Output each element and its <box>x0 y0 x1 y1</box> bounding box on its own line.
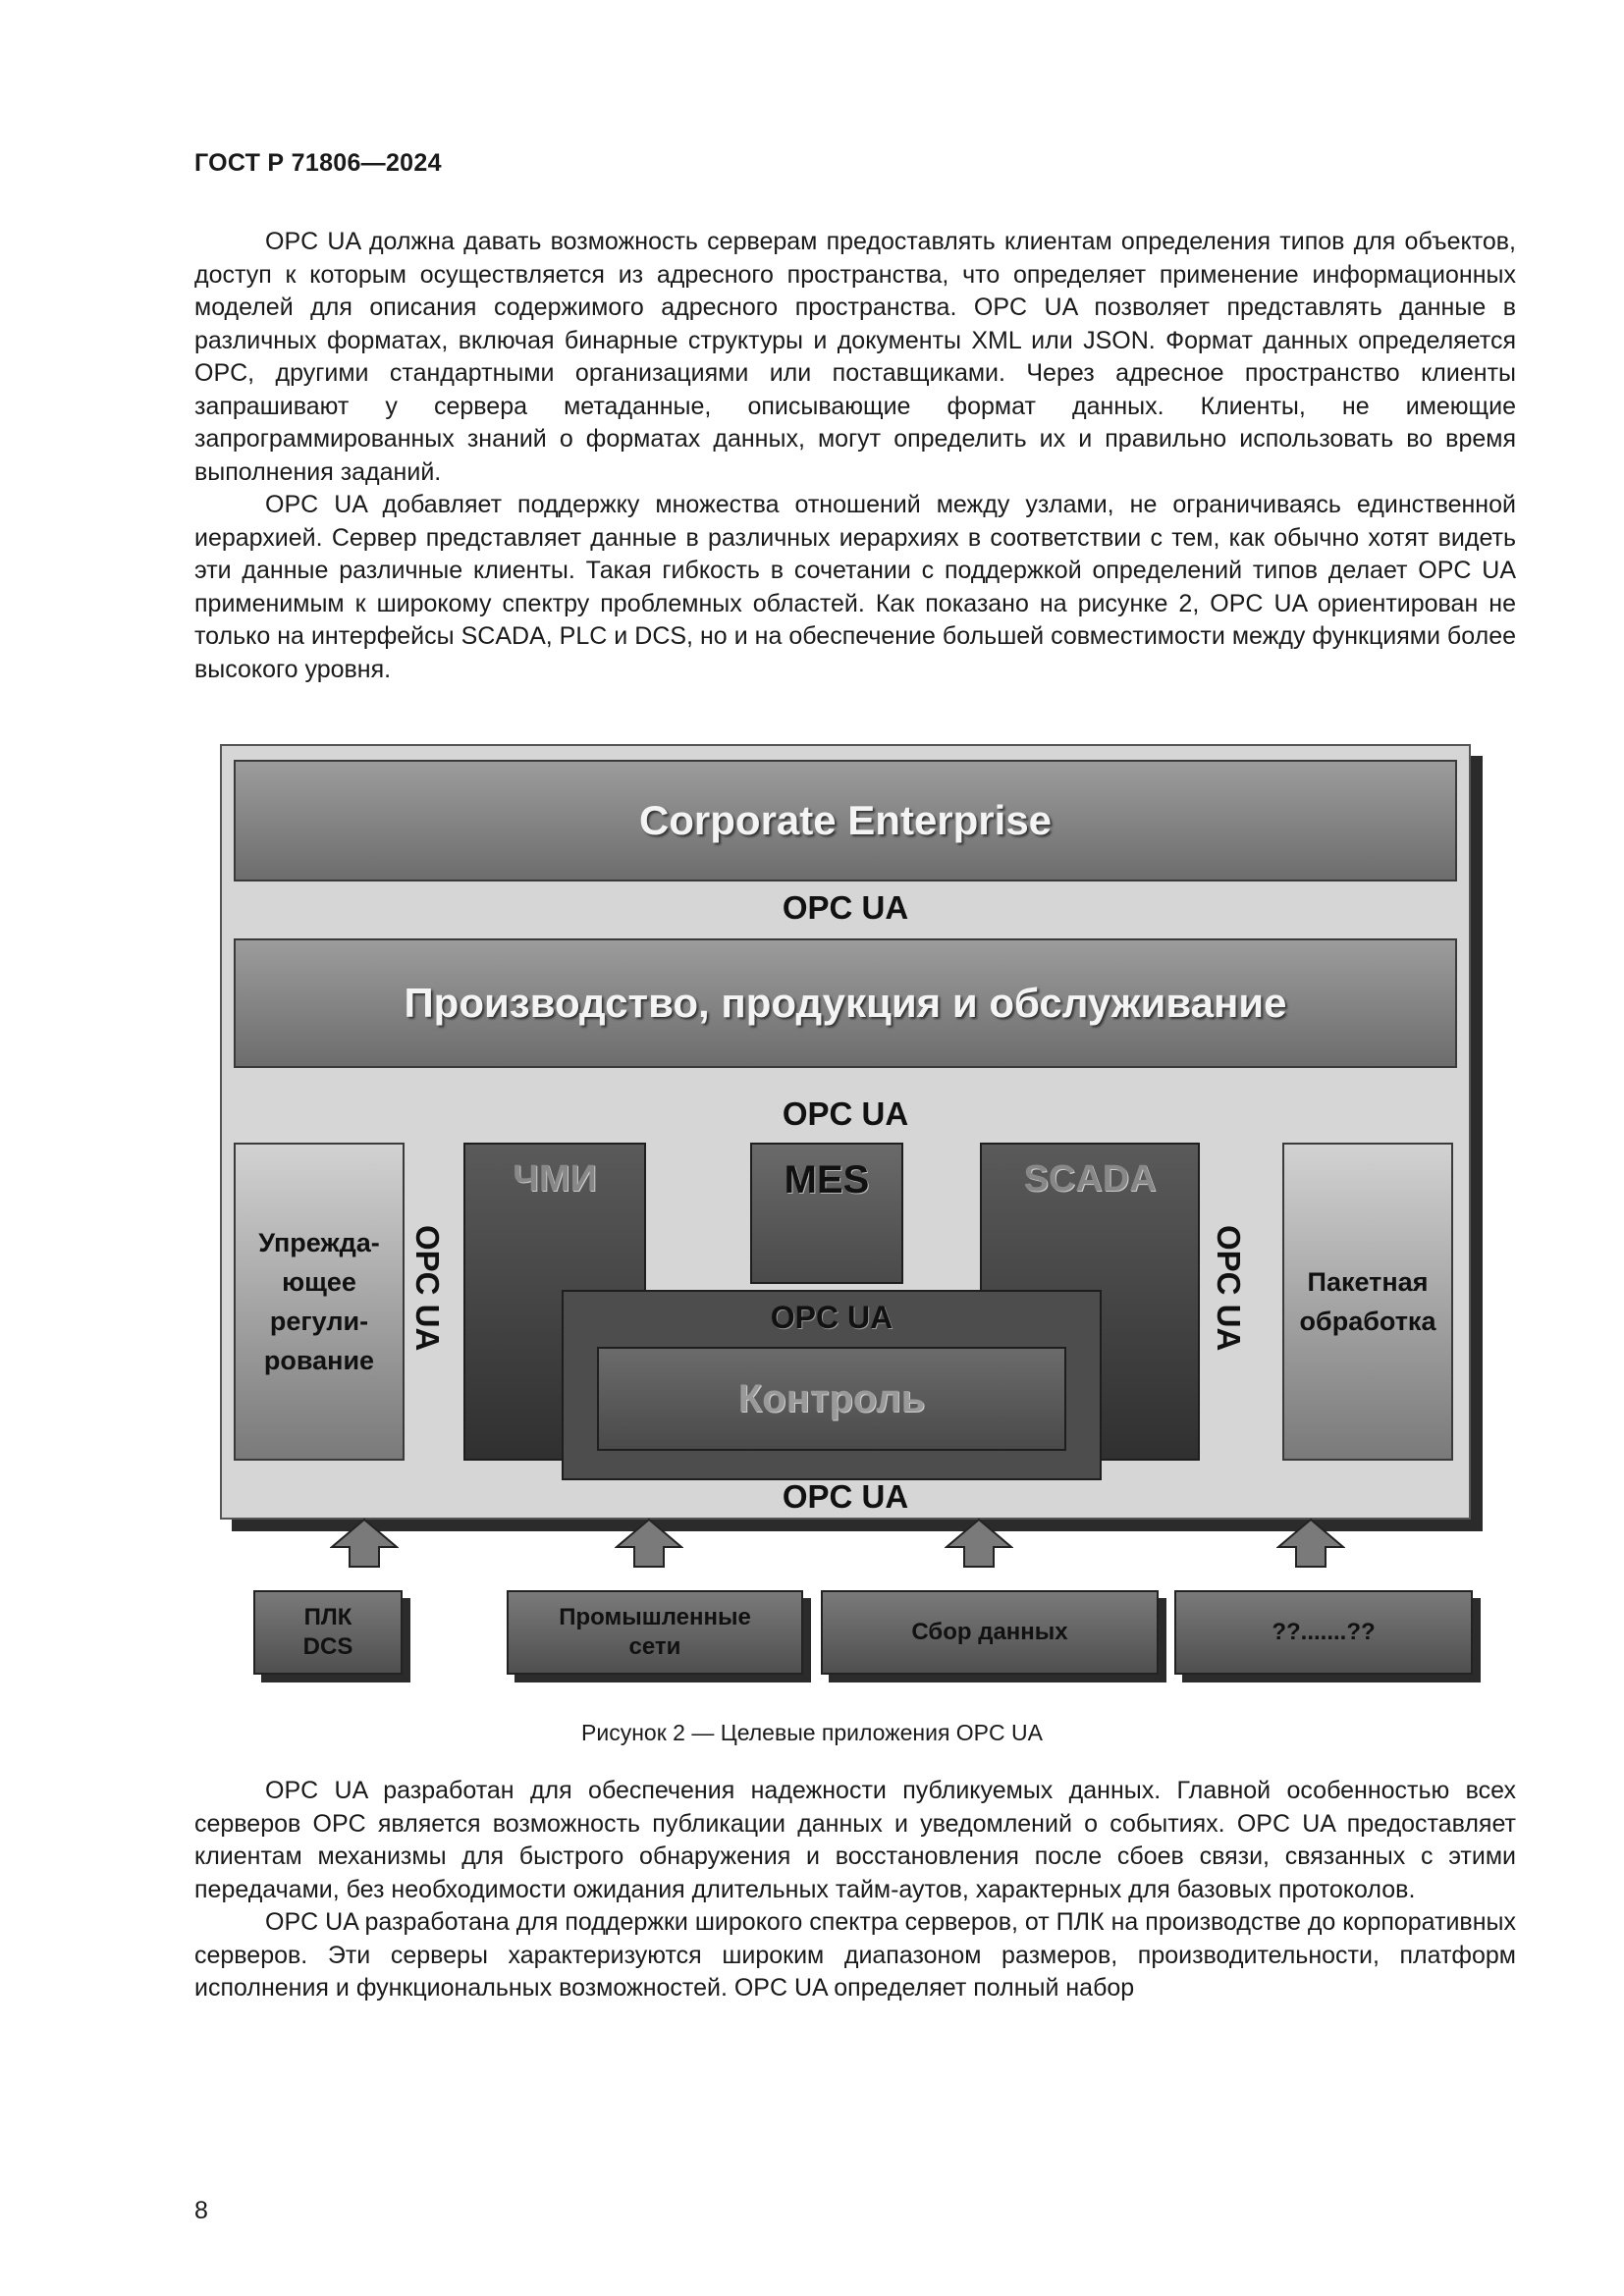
body-text-bottom <box>194 1775 1516 2005</box>
source-label: Сбор данных <box>911 1619 1068 1645</box>
source-industrial-networks <box>507 1590 803 1675</box>
up-arrow-icon <box>945 1518 1013 1569</box>
body-text-top <box>194 226 1516 686</box>
batch-processing-box <box>1282 1143 1453 1461</box>
figure-caption: Рисунок 2 — Целевые приложения OPC UA <box>581 1720 1043 1745</box>
source-label: ПЛК DCS <box>302 1604 353 1660</box>
up-arrow-icon <box>330 1518 399 1569</box>
up-arrow-icon <box>615 1518 683 1569</box>
batch-processing-label: Пакетная обработка <box>1299 1267 1436 1336</box>
source-unknown <box>1174 1590 1473 1675</box>
opc-ua-vertical-label: OPC UA <box>409 1225 446 1352</box>
source-data-acquisition <box>821 1590 1159 1675</box>
opc-ua-label: OPC UA <box>782 889 909 926</box>
page-number: 8 <box>194 2197 208 2224</box>
source-plc-dcs <box>253 1590 403 1675</box>
source-label: ??.......?? <box>1272 1619 1376 1645</box>
hmi-label: ЧМИ <box>513 1158 597 1200</box>
control-container <box>562 1290 1102 1480</box>
source-label: Промышленные сети <box>559 1604 751 1660</box>
opc-ua-vertical-label: OPC UA <box>1211 1225 1247 1352</box>
opc-ua-label: OPC UA <box>782 1095 909 1132</box>
opc-ua-label: OPC UA <box>770 1300 893 1335</box>
paragraph: OPC UA добавляет поддержку множества отношений между узлами, не ограничиваясь единственной иерархией. Сервер представляет данные в различных иерархиях в соответствии с тем, как обычно хотят видеть эти данные различные клиенты. Такая гибкость в сочетании с поддержкой определений типов делает OPC UA применимым к широкому спектру проблемных областей. Как показано на рисунке 2, OPC UA ориентирован не только на интерфейсы SCADA, PLC и DCS, но и на обеспечение большей совместимости между функциями более высокого уровня. <box>194 491 1516 683</box>
opc-ua-label: OPC UA <box>782 1478 909 1515</box>
up-arrow-icon <box>1276 1518 1345 1569</box>
paragraph: OPC UA разработана для поддержки широкого спектра серверов, от ПЛК на производстве до корпоративных серверов. Эти серверы характеризуются широким диапазоном размеров, производительности, платформ исполнения и функциональных возможностей. OPC UA определяет полный набор <box>194 1908 1516 2002</box>
mes-label: MES <box>784 1158 870 1201</box>
advanced-control-label: Упрежда- ющее регули- рование <box>258 1228 380 1375</box>
paragraph: OPC UA разработан для обеспечения надежности публикуемых данных. Главной особенностью всех серверов OPC является возможность публикации данных и уведомлений о событиях. OPC UA предоставляет клиентам механизмы для быстрого обнаружения и восстановления после сбоев связи, связанных с этими передачами, без необходимости ожидания длительных тайм-аутов, характерных для базовых протоколов. <box>194 1777 1516 1903</box>
mes-box <box>750 1143 903 1284</box>
advanced-control-box <box>234 1143 405 1461</box>
paragraph: OPC UA должна давать возможность серверам предоставлять клиентам определения типов для объектов, доступ к которым осуществляется из адресного пространства, что определяет применение информационных моделей для описания содержимого адресного пространства. OPC UA позволяет представлять данные в различных форматах, включая бинарные структуры и документы XML или JSON. Формат данных определяется OPC, другими стандартными организациями или поставщиками. Через адресное пространство клиенты запрашивают у сервера метаданные, описывающие формат данных. Клиенты, не имеющие запрограммированных знаний о форматах данных, могут определить их и правильно использовать во время выполнения заданий. <box>194 228 1516 486</box>
document-header: ГОСТ Р 71806—2024 <box>194 149 442 177</box>
opc-ua-diagram <box>220 744 1471 1520</box>
control-box: Контроль <box>597 1347 1066 1451</box>
scada-label: SCADA <box>1023 1158 1157 1200</box>
corporate-enterprise-band: Corporate Enterprise <box>234 760 1457 881</box>
production-band: Производство, продукция и обслуживание <box>234 938 1457 1068</box>
